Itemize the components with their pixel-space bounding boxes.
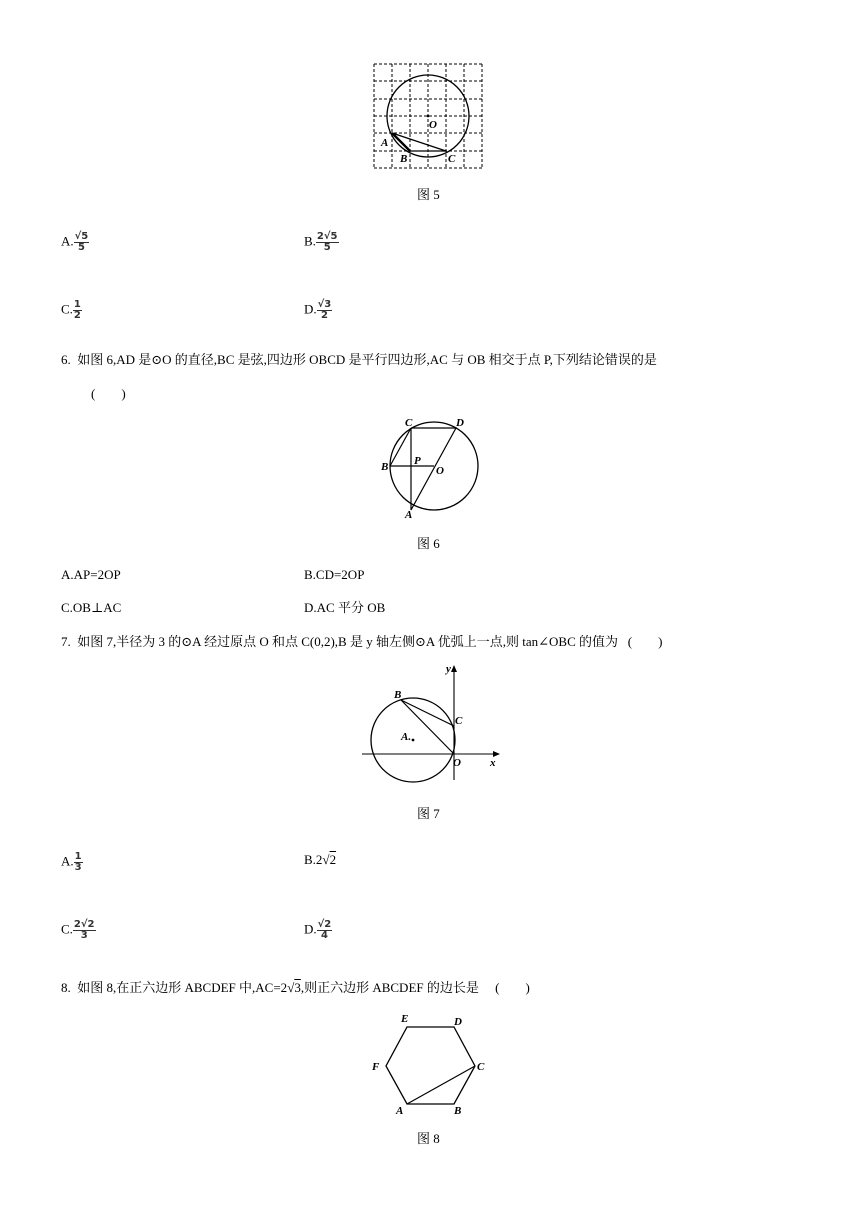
label-b: B: [381, 461, 389, 473]
figure-8-caption: 图 8: [417, 1131, 440, 1146]
label-o: O: [453, 757, 461, 769]
q8-stem: 8. 如图 8,在正六边形 ABCDEF 中,AC=2√3,则正六边形 ABCDEF 的边长是 ( ): [61, 980, 530, 995]
label-d: D: [454, 1016, 462, 1028]
label-d: D: [456, 417, 464, 429]
q7-stem: 7. 如图 7,半径为 3 的⊙A 经过原点 O 和点 C(0,2),B 是 y 轴左侧⊙A 优弧上一点,则 tan∠OBC 的值为 ( ): [61, 634, 663, 649]
q5-option-c: C. $\frac{1}{2}$: [61, 299, 81, 321]
label-c: C: [477, 1061, 485, 1073]
figure-6: [378, 414, 484, 520]
label-y: y: [446, 663, 451, 675]
label-a: A.: [401, 731, 412, 743]
figure-7: [360, 660, 505, 785]
label-c: C: [455, 715, 463, 727]
figure-7-caption: 图 7: [417, 806, 440, 821]
q6-option-a: A.AP=2OP: [61, 567, 121, 582]
q7-option-c: C. $\frac{2√2}{3}$: [61, 919, 95, 941]
q7-option-b: B.2√2: [304, 852, 337, 867]
figure-8: [368, 1010, 493, 1120]
label-b: B: [454, 1105, 462, 1117]
q6-option-b: B.CD=2OP: [304, 567, 365, 582]
label-c: C: [405, 417, 413, 429]
figure-5: [372, 62, 488, 172]
label-a: A: [396, 1105, 404, 1117]
q5-option-b: B. $\frac{2√5}{5}$: [304, 231, 338, 253]
q5-option-a: A. $\frac{√5}{5}$: [61, 231, 89, 253]
q6-bracket: ( ): [91, 386, 126, 401]
figure-5-caption: 图 5: [417, 187, 440, 202]
label-x: x: [490, 757, 496, 769]
label-b: B: [394, 689, 402, 701]
label-a: A: [405, 509, 413, 520]
q7-option-d: D. $\frac{√2}{4}$: [304, 919, 332, 941]
label-c: C: [448, 153, 456, 165]
q6-option-d: D.AC 平分 OB: [304, 600, 386, 615]
label-f: F: [372, 1061, 380, 1073]
label-b: B: [400, 153, 408, 165]
q7-option-a: A. $\frac{1}{3}$: [61, 851, 82, 873]
label-o: O: [436, 465, 444, 477]
label-p: P: [414, 455, 421, 467]
q6-option-c: C.OB⊥AC: [61, 600, 122, 615]
label-a: A: [381, 137, 389, 149]
q6-stem: 6. 如图 6,AD 是⊙O 的直径,BC 是弦,四边形 OBCD 是平行四边形,AC 与 OB 相交于点 P,下列结论错误的是: [61, 352, 657, 367]
label-o: O: [429, 119, 437, 131]
q5-option-d: D. $\frac{√3}{2}$: [304, 299, 332, 321]
figure-6-caption: 图 6: [417, 536, 440, 551]
label-e: E: [401, 1013, 409, 1025]
